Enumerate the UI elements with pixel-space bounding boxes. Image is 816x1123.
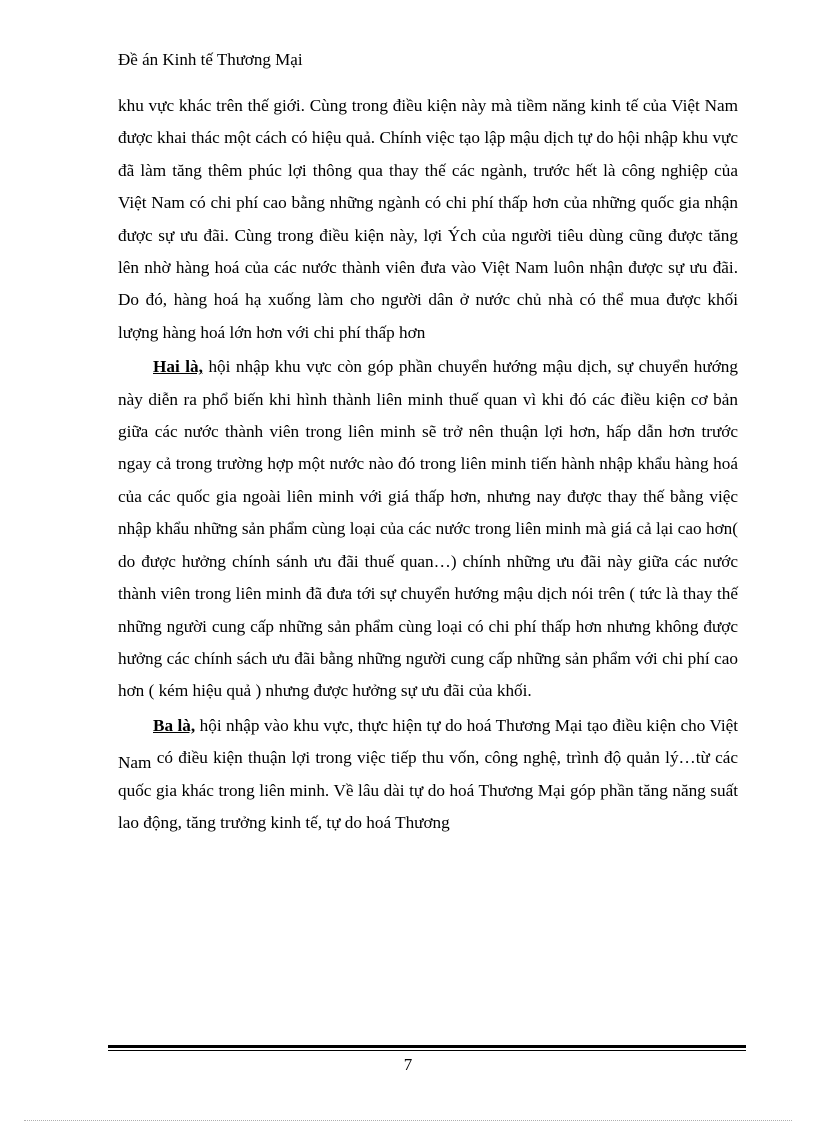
page-header-title: Đề án Kinh tế Thương Mại (118, 50, 303, 69)
footer-divider-thin-line (108, 1050, 746, 1051)
paragraph-2-lead: Hai là, (153, 357, 203, 377)
page-number: 7 (403, 1055, 413, 1074)
paragraph-2-text: hội nhập khu vực còn góp phần chuyển hướng mậu dịch, sự chuyển hướng này diễn ra phổ biến khi hình thành liên minh thuế quan vì khi đó các điều kiện cơ bản giữa các nước thành viên trong liên minh sẽ trở nên thuận lợi hơn, hấp dẫn hơn trước ngay cả trong trường hợp một nước nào đó trong liên minh tiến hành nhập khẩu hàng hoá của các quốc gia ngoài liên minh với giá thấp hơn, nhưng nay được thay thế bằng việc nhập khẩu những sản phẩm cùng loại của các nước trong liên minh mà giá cả lại cao hơn( do được hưởng chính sánh ưu đãi thuế quan…) chính những ưu đãi này giữa các nước thành viên trong liên minh đã đưa tới sự chuyển hướng mậu dịch nói trên ( tức là thay thế những người cung cấp những sản phẩm cùng loại có chi phí thấp hơn nhưng không được hưởng các chính sách ưu đãi bằng những người cung cấp những sản phẩm với chi phí cao hơn ( kém hiệu quả ) nhưng được hưởng sự ưu đãi của khối. (118, 357, 738, 701)
page-bottom-border (24, 1120, 792, 1121)
paragraph-1: khu vực khác trên thế giới. Cùng trong điều kiện này mà tiềm năng kinh tế của Việt Nam được khai thác một cách có hiệu quả. Chính việc tạo lập mậu dịch tự do hội nhập khu vực đã làm tăng thêm phúc lợi thông qua thay thế các ngành, trước hết là công nghiệp của Việt Nam có chi phí cao bằng những ngành có chi phí thấp hơn của những quốc gia nhận được sự ưu đãi. Cùng trong điều kiện này, lợi Ých của người tiêu dùng cũng được tăng lên nhờ hàng hoá của các nước thành viên đưa vào Việt Nam luôn nhận được sự ưu đãi. Do đó, hàng hoá hạ xuống làm cho người dân ở nước chủ nhà có thể mua được khối lượng hàng hoá lớn hơn với chi phí thấp hơn (118, 96, 738, 342)
paragraph-3-lead: Ba là, (153, 715, 196, 735)
paragraph-3 (118, 710, 738, 840)
footer-divider (108, 1045, 746, 1053)
paragraph-2 (118, 351, 738, 707)
paragraph-3-text-a: hội nhập vào khu vực, thực hiện tự do hoá Thương Mại tạo điều kiện cho Việt (195, 715, 738, 735)
document-body (118, 90, 738, 839)
footer-divider-thick-line (108, 1045, 746, 1048)
paragraph-3-text-b: có điều kiện thuận lợi trong việc tiếp thu vốn, công nghệ, trình độ quản lý…từ các quốc gia khác trong liên minh. Về lâu dài tự do hoá Thương Mại góp phần tăng năng suất lao động, tăng trưởng kinh tế, tự do hoá Thương (118, 748, 738, 832)
paragraph-3-text-nam: Nam (118, 753, 152, 773)
